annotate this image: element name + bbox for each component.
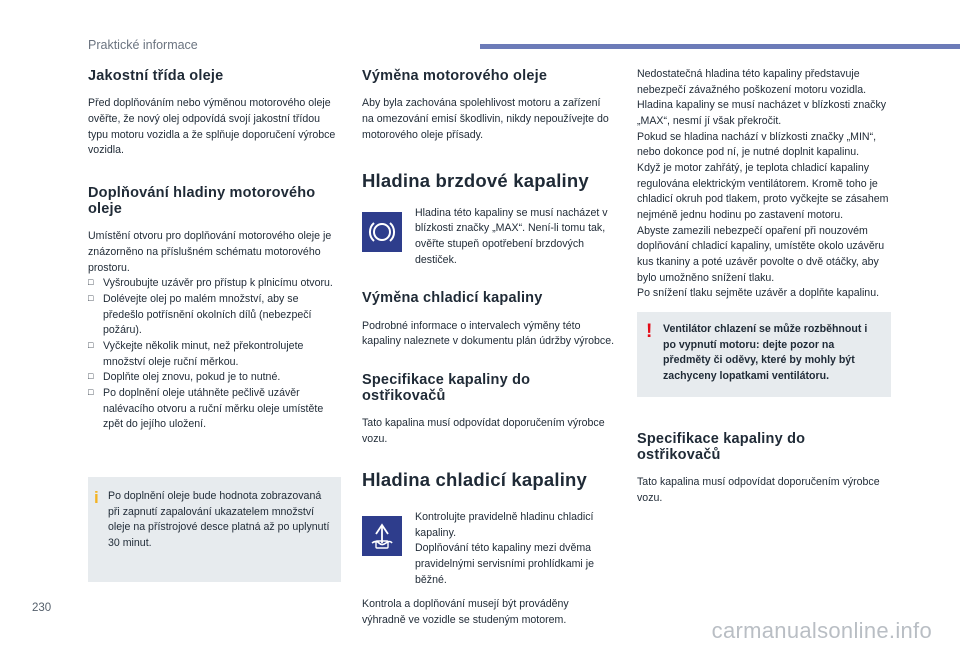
oil-change-text: Aby byla zachována spolehlivost motoru a zařízení na omezování emisí škodlivin, nikdy nepoužívejte do motorového oleje přísady.	[362, 97, 609, 141]
oil-grade-title: Jakostní třída oleje	[88, 68, 224, 84]
warning-box	[637, 312, 891, 397]
brake-fluid-title: Hladina brzdové kapaliny	[362, 170, 589, 192]
coolant-level-icon-text: Kontrolujte pravidelně hladinu chladicí kapaliny. Doplňování této kapaliny mezi dvěma pravidelnými servisními prohlídkami je běžné.	[415, 511, 594, 586]
oil-change-title: Výměna motorového oleje	[362, 68, 548, 84]
page-number: 230	[32, 602, 52, 614]
washer-spec-title-2: Specifikace kapaliny do ostřikovačů	[637, 430, 806, 463]
oil-topup-step	[88, 339, 341, 370]
coolant-level-row	[362, 510, 615, 588]
oil-topup-step-text: Vyšroubujte uzávěr pro přístup k plnicímu otvoru.	[103, 277, 333, 290]
oil-topup-step	[88, 292, 341, 339]
bullet-marker: □	[88, 340, 94, 351]
oil-grade-text: Před doplňováním nebo výměnou motorového oleje ověřte, že nový olej odpovídá svojí jakostní třídou typu motoru vozidla a že splňuje doporučení výrobce vozidla.	[88, 97, 336, 157]
washer-spec-text: Tato kapalina musí odpovídat doporučením výrobce vozu.	[362, 417, 605, 445]
coolant-level-title: Hladina chladicí kapaliny	[362, 468, 588, 490]
bullet-marker: □	[88, 371, 94, 382]
washer-spec-title: Specifikace kapaliny do ostřikovačů	[362, 371, 531, 405]
oil-topup-step-text: Dolévejte olej po malém množství, aby se předešlo potřísnění okolních dílů (nebezpečí požáru).	[103, 293, 312, 337]
bullet-marker: □	[88, 293, 94, 304]
section-header: Praktické informace	[88, 38, 198, 52]
oil-topup-intro: Umístění otvoru pro doplňování motorového oleje je znázorněno na příslušném schématu motorového prostoru.	[88, 230, 332, 274]
info-icon: i	[94, 488, 99, 508]
brake-fluid-text: Hladina této kapaliny se musí nacházet v blízkosti značky „MAX“. Není-li tomu tak, ověřte stupeň opotřebení brzdových destiček.	[415, 206, 608, 266]
oil-topup-step	[88, 276, 341, 292]
oil-topup-step-text: Vyčkejte několik minut, než překontrolujete množství oleje ruční měrkou.	[103, 340, 304, 368]
info-box-text: Po doplnění oleje bude hodnota zobrazovaná při zapnutí zapalování ukazatelem množství oleje na přístrojové desce platná až po uplynutí 30 minut.	[108, 490, 330, 550]
oil-topup-step	[88, 386, 341, 433]
column-right	[637, 60, 891, 507]
coolant-change-title: Výměna chladicí kapaliny	[362, 290, 543, 307]
column-middle	[362, 60, 615, 629]
oil-topup-step	[88, 370, 341, 386]
warning-box-text: Ventilátor chlazení se může rozběhnout i po vypnutí motoru: dejte pozor na předměty či oděvy, které by mohly být zachyceny lopatkami ventilátoru.	[663, 323, 868, 383]
warning-icon: !	[646, 321, 653, 343]
brake-fluid-row	[362, 206, 615, 269]
coolant-icon	[362, 516, 402, 556]
watermark: carmanualsonline.info	[711, 618, 932, 643]
coolant-change-text: Podrobné informace o intervalech výměny této kapaliny naleznete v dokumentu plán údržby výrobce.	[362, 319, 615, 348]
coolant-level-text: Kontrola a doplňování musejí být prováděny výhradně ve vozidle se studeným motorem.	[362, 598, 569, 627]
bullet-marker: □	[88, 277, 94, 288]
oil-topup-step-text: Po doplnění oleje utáhněte pečlivě uzávěr nalévacího otvoru a ruční měrku oleje umístěte zpět do jejího uložení.	[103, 387, 324, 431]
info-box	[88, 477, 341, 582]
brake-fluid-icon	[362, 212, 402, 252]
oil-topup-steps	[88, 276, 341, 433]
bullet-marker: □	[88, 387, 94, 398]
washer-spec-text-2: Tato kapalina musí odpovídat doporučením výrobce vozu.	[637, 476, 880, 504]
column-left	[88, 60, 341, 582]
oil-topup-step-text: Doplňte olej znovu, pokud je to nutné.	[103, 371, 281, 384]
header-accent-bar	[480, 44, 960, 49]
coolant-details-text: Nedostatečná hladina této kapaliny představuje nebezpečí závažného poškození motoru vozidla. Hladina kapaliny se musí nacházet v blízkosti značky „MAX“, nesmí jí však překročit. Pokud se hladina nachází v blízkosti značky „MIN“, nebo dokonce pod ní, je nutné doplnit kapalinu. Když je motor zahřátý, je teplota chladicí kapaliny regulována elektrickým ventilátorem. Kromě toho je chladicí okruh pod tlakem, proto vyčkejte se zásahem nejméně jednu hodinu po zastavení motoru. Abyste zamezili nebezpečí opaření při nouzovém doplňování chladicí kapaliny, umístěte okolo uzávěru kus tkaniny a poté uzávěr povolte o dvě otáčky, aby bylo umožněno snížení tlaku. Po snížení tlaku sejměte uzávěr a doplňte kapalinu.	[637, 68, 889, 300]
oil-topup-title: Doplňování hladiny motorového oleje	[88, 184, 316, 218]
